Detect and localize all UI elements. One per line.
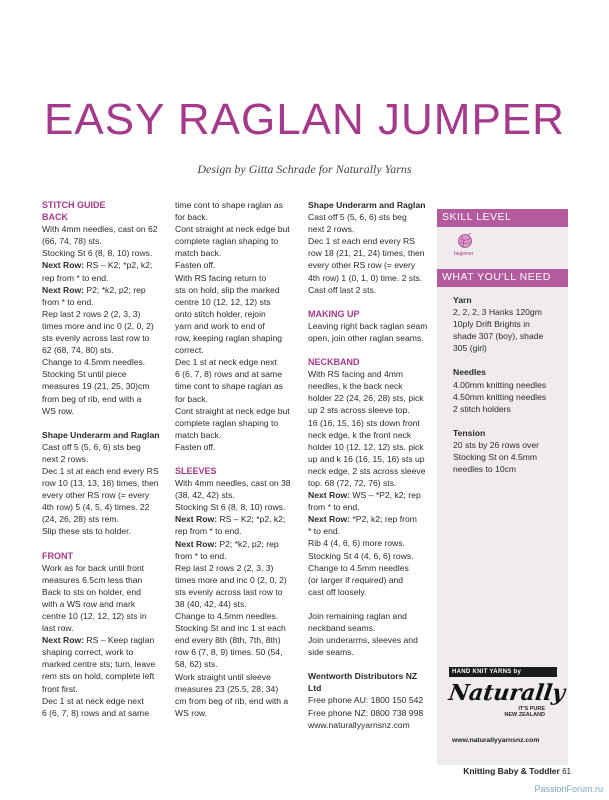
text-line: RS – Keep raglan [84,635,155,646]
text-line: times more and inc 0 (2, 0, 2) [42,320,154,331]
column-1 [42,199,170,719]
phone-nz: Free phone NZ: 0800 738 998 [308,707,424,718]
text-line: 6 (6, 7, 8) rows and at same [175,369,282,380]
text-line: Stocking St 6 (8, 8, 10) rows. [175,502,286,513]
text-line: next 2 rows. [308,224,355,235]
text-line: match back. [175,429,222,440]
text-line: time cont to shape raglan as [175,381,283,392]
instruction-line [308,489,432,501]
naturally-logo [447,667,567,745]
text-line: With RS facing and 4mm [308,369,404,380]
text-line: every other RS row (= every [308,260,416,271]
text-line: (66, 74, 78) sts. [42,236,102,247]
text-line: match back. [175,248,222,259]
website-link[interactable]: www.naturallyyarnsnz.com [308,719,410,730]
text-line: end every 8th (8th, 7th, 8th) [175,635,281,646]
text-line: * to end. [308,526,341,537]
instruction-line [175,513,303,525]
logo-banner-text: HAND KNIT YARNS [452,669,512,675]
text-line: Dec 1 st each end every RS [308,236,415,247]
text-line: 4.50mm knitting needles [453,391,547,402]
next-row-label: Next Row: [42,635,85,646]
text-line: shade 307 (boy), shade [453,331,544,342]
text-line: 62 (68, 74, 80) sts. [42,345,114,356]
text-line: onto stitch holder, rejoin [175,308,266,319]
text-line: 2, 2, 2, 3 Hanks 120gm [453,307,542,318]
materials-list [437,287,568,475]
text-line: yarn and work to end of [175,320,265,331]
phone-au: Free phone AU: 1800 150 542 [308,695,424,706]
text-line: sts on hold, slip the marked [175,284,280,295]
page-number: 61 [562,767,571,776]
text-line: for back. [175,393,208,404]
text-line: sts evenly across last row to [175,586,283,597]
text-line: (24, 26, 28) sts rem. [42,514,119,525]
text-line: last row. [42,623,74,634]
next-row-label: Next Row: [42,260,85,271]
yarn-heading: Yarn [453,295,472,305]
text-line: Stocking St on 4.5mm [453,452,538,463]
text-line: With RS facing return to [175,272,267,283]
text-line: With 4mm needles, cast on 38 [175,478,291,489]
text-line: Cont straight at neck edge but [175,224,290,235]
back-heading: BACK [42,212,68,223]
what-you-need-heading: WHAT YOU'LL NEED [437,269,568,287]
text-line: Change to 4.5mm needles. [175,611,279,622]
shape-underarm-heading: Shape Underarm and Raglan [308,200,426,210]
text-line: Stocking St until piece [42,369,127,380]
text-line: Rep last 2 rows 2 (2, 3, 3) [42,308,141,319]
text-line: row 18 (21, 21, 24) times, then [308,248,425,259]
text-line: RS – K2; *p2, k2; [84,260,153,271]
text-line: Slip these sts to holder. [42,526,131,537]
logo-tagline-1: IT'S PURE [518,706,545,712]
text-line: Dec 1 st at each end every RS [42,465,159,476]
text-line: Dec 1 st at neck edge next [175,357,277,368]
text-line: neck edge, 2 sts across sleeve [308,465,426,476]
text-line: times more and inc 0 (2, 0, 2) [175,574,287,585]
text-line: 58, 62) sts. [175,659,218,670]
text-line: neckband seams. [308,623,376,633]
text-line: Join remaining raglan and [308,610,407,621]
yarn-ball-icon [457,233,473,249]
text-line: P2; *k2, p2; rep [217,538,279,549]
skill-level-label: beginner [454,251,474,257]
logo-tagline-2: NEW ZEALAND [504,712,545,718]
text-line: 16 (16, 15, 16) sts down front [308,417,420,428]
text-line: Cast off 5 (5, 6, 6) sts beg [42,441,141,452]
column-3 [308,199,432,731]
text-line: (38, 42, 42) sts. [175,490,235,501]
magazine-name: Knitting Baby & Toddler [463,766,560,776]
instruction-line [42,284,170,296]
text-line: Stocking St 6 (8, 8, 10) rows. [42,248,153,259]
text-line: 305 (girl) [453,343,487,354]
text-line: measures 23 (25.5, 28, 34) [175,683,279,694]
making-up-heading: MAKING UP [308,308,360,319]
text-line: sts evenly across last row to [42,333,150,344]
text-line: Fasten off. [175,441,216,452]
text-line: holder 22 (24, 26, 28) sts, pick [308,393,424,404]
text-line: with a WS row and mark [42,598,136,609]
text-line: 2 stitch holders [453,403,511,414]
text-line: 6 (6, 7, 8) rows and at same [42,707,149,718]
logo-banner [449,667,557,677]
text-line: measures 19 (21, 25, 30)cm [42,381,150,392]
text-line: row, keeping raglan shaping [175,333,283,344]
text-line: *P2, k2; rep from [350,514,417,525]
column-2 [175,199,303,719]
text-line: rem sts on hold, complete left [42,671,155,682]
next-row-label: Next Row: [42,284,85,295]
needles-heading: Needles [453,367,486,378]
byline: Design by Gitta Schrade for Naturally Yarns [197,162,412,176]
text-line: Rib 4 (4, 6, 6) more rows. [308,538,405,549]
text-line: centre 10 (12, 12, 12) sts [175,296,271,307]
text-line: WS – *P2, k2; rep [350,490,421,501]
text-line: 4th row) 5 (4, 5, 4) times. 22 [42,502,150,513]
text-line: centre 10 (12, 12, 12) sts in [42,611,147,621]
text-line: from * to end. [308,502,360,513]
tension-heading: Tension [453,427,486,438]
logo-wordmark: Naturally [447,680,567,706]
skill-level-box [437,227,568,269]
text-line: Back to sts on holder, end [42,586,141,597]
text-line: 4th row) 1 (0, 1, 0) time. 2 sts. [308,272,423,283]
text-line: open, join other raglan seams. [308,332,424,343]
text-line: from * to end. [175,550,227,561]
sleeves-heading: SLEEVES [175,465,217,476]
text-line: time cont to shape raglan as [175,200,283,210]
text-line: 10ply Drift Brights in [453,319,530,330]
instruction-line [175,538,303,550]
text-line: Cast off last 2 sts. [308,284,377,295]
text-line: rep from * to end. [175,526,242,537]
watermark: PassionForum.ru [534,784,603,794]
distributor-name: Wentworth Distributors NZ Ltd [308,671,418,694]
text-line: RS – K2; *p2, k2; [217,514,286,525]
text-line: needles, k the back neck [308,381,403,392]
text-line: Leaving right back raglan seam [308,320,428,331]
text-line: side seams. [308,647,354,658]
text-line: 20 sts by 26 rows over [453,439,539,450]
page-title: EASY RAGLAN JUMPER [44,95,565,144]
neckband-heading: NECKBAND [308,357,360,368]
instruction-line [42,634,170,646]
text-line: Fasten off. [175,260,216,271]
next-row-label: Next Row: [175,514,218,525]
text-line: Join underarms, sleeves and [308,635,418,646]
skill-level-heading: SKILL LEVEL [437,209,568,227]
text-line: With 4mm needles, cast on 62 [42,224,158,235]
text-line: rep from * to end. [42,272,109,283]
instruction-line [308,513,432,525]
text-line: correct. [175,345,204,356]
text-line: 4.00mm knitting needles [453,379,547,390]
text-line: cast off loosely. [308,586,367,597]
stitch-guide-heading: STITCH GUIDE [42,200,106,210]
logo-url[interactable]: www.naturallyyarnsnz.com [452,737,540,744]
text-line: needles to 10cm [453,464,517,475]
text-line: measures 6.5cm less than [42,574,143,585]
text-line: row 10 (13, 13, 16) times, then [42,478,159,489]
text-line: complete raglan shaping to [175,417,279,428]
text-line: Stocking St and inc 1 st each [175,623,286,634]
text-line: marked centre sts; turn, leave [42,659,156,670]
text-line: shaping correct, work to [42,647,134,658]
text-line: front first. [42,683,78,694]
text-line: Work straight until sleeve [175,671,271,682]
text-line: from * to end. [42,296,94,307]
logo-by-text: by [513,669,522,675]
text-line: from beg of rib, end with a [42,393,142,404]
page-footer [463,766,571,776]
text-line: P2; *k2, p2; rep [84,284,146,295]
text-line: up and k 16 (16, 15, 16) sts up [308,453,425,464]
text-line: next 2 rows. [42,453,89,464]
text-line: WS row. [175,707,207,718]
text-line: top. 68 (72, 72, 76) sts. [308,477,397,488]
text-line: neck edge, k the front neck [308,429,412,440]
text-line: every other RS row (= every [42,490,150,501]
next-row-label: Next Row: [308,490,351,501]
text-line: for back. [175,212,208,223]
text-line: up 2 sts across sleeve top. [308,405,410,416]
text-line: Rep last 2 rows 2 (2, 3, 3) [175,562,274,573]
shape-underarm-heading: Shape Underarm and Raglan [42,429,160,440]
text-line: Work as for back until front [42,562,145,573]
text-line: Dec 1 st at neck edge next [42,695,144,706]
next-row-label: Next Row: [175,538,218,549]
next-row-label: Next Row: [308,514,351,525]
text-line: Change to 4.5mm needles. [42,357,146,368]
text-line: WS row. [42,405,74,416]
instruction-line [42,259,170,271]
front-heading: FRONT [42,550,73,561]
text-line: Cont straight at neck edge but [175,405,290,416]
text-line: complete raglan shaping to [175,236,279,247]
text-line: 38 (40, 42, 44) sts. [175,599,247,609]
text-line: Stocking St 4 (4, 6, 6) rows. [308,550,414,561]
text-line: row 6 (7, 8, 9) times. 50 (54, [175,647,283,658]
text-line: Change to 4.5mm needles [308,562,409,573]
text-line: (or larger if required) and [308,574,404,585]
text-line: Cast off 5 (5, 6, 6) sts beg [308,212,407,223]
text-line: cm from beg of rib, end with a [175,695,289,706]
text-line: holder 10 (12, 12, 12) sts. pick [308,441,424,452]
